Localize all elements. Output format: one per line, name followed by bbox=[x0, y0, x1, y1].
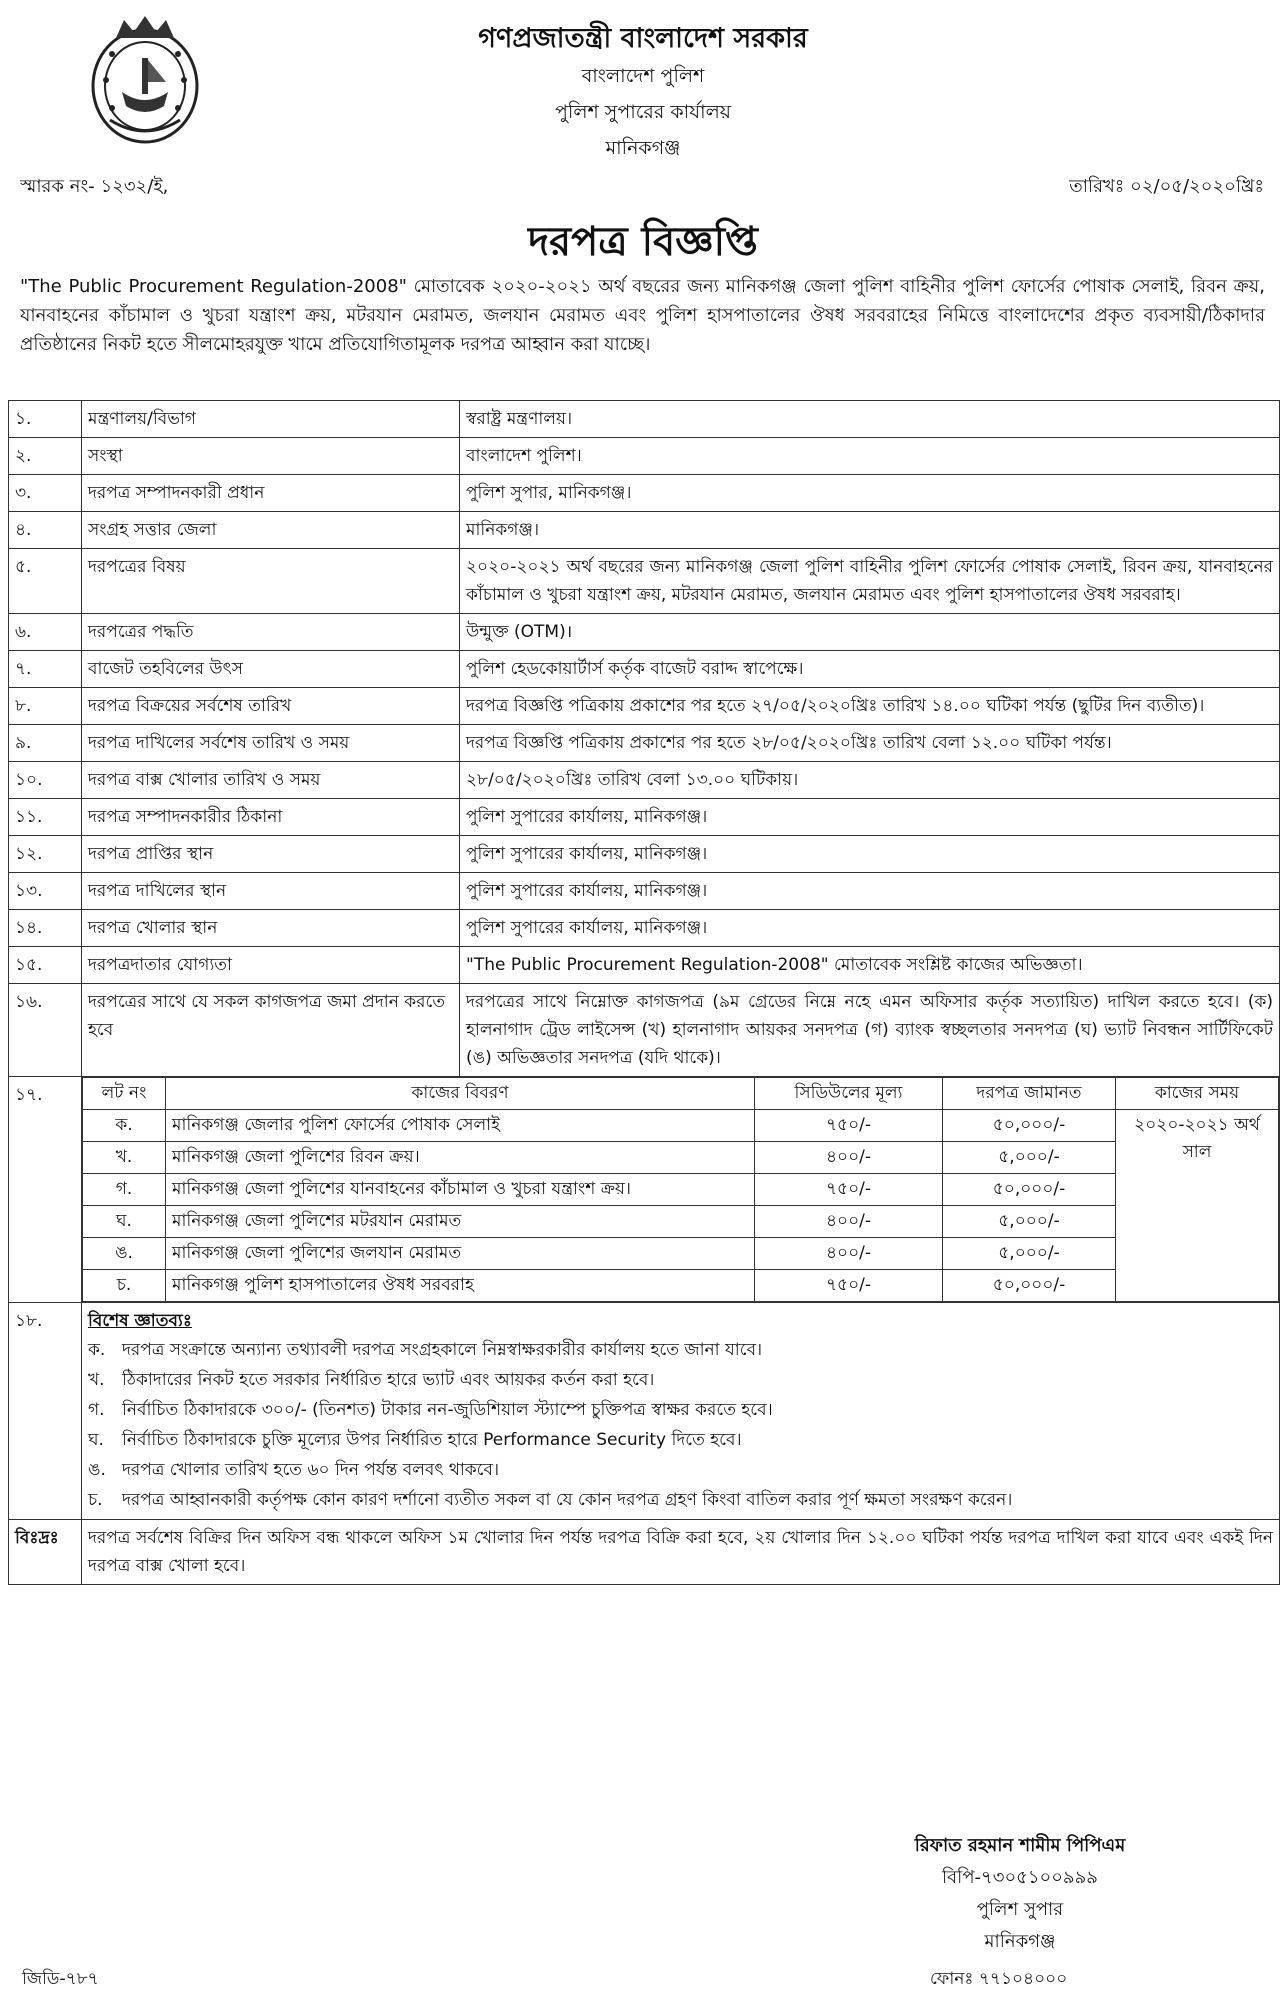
lot-security: ৫,০০০/- bbox=[943, 1238, 1116, 1270]
row-number: ৫. bbox=[9, 549, 82, 614]
row-label: সংগ্রহ সত্তার জেলা bbox=[82, 512, 460, 549]
row-label: দরপত্রের পদ্ধতি bbox=[82, 614, 460, 651]
lot-row bbox=[83, 1206, 1279, 1238]
lot-description: মানিকগঞ্জ পুলিশ হাসপাতালের ঔষধ সরবরাহ bbox=[166, 1270, 755, 1302]
row-number: ১৪. bbox=[9, 910, 82, 947]
gd-number: জিডি-৭৮৭ bbox=[22, 1969, 99, 1989]
row-value: পুলিশ হেডকোয়ার্টার্স কর্তৃক বাজেট বরাদ্দ স্বাপেক্ষে। bbox=[460, 651, 1280, 688]
note-mark: ঙ. bbox=[88, 1460, 106, 1480]
lot-number: ঘ. bbox=[83, 1206, 166, 1238]
phone-number: ফোনঃ ৭৭১০৪০০০ bbox=[930, 1969, 1068, 1989]
lot-schedule-price: ৪০০/- bbox=[755, 1206, 943, 1238]
table-row bbox=[9, 873, 1280, 910]
district-heading: মানিকগঞ্জ bbox=[605, 137, 681, 159]
row-value: দরপত্র বিজ্ঞপ্তি পত্রিকায় প্রকাশের পর হতে ২৭/০৫/২০২০খ্রিঃ তারিখ ১৪.০০ ঘটিকা পর্যন্ত (ছুটির দিন ব্যতীত)। bbox=[460, 688, 1280, 725]
row-value: ২৮/০৫/২০২০খ্রিঃ তারিখ বেলা ১৩.০০ ঘটিকায়। bbox=[460, 762, 1280, 799]
list-item bbox=[88, 1365, 1273, 1395]
table-row bbox=[9, 549, 1280, 614]
table-row bbox=[9, 475, 1280, 512]
lot-description: মানিকগঞ্জ জেলা পুলিশের জলযান মেরামত bbox=[166, 1238, 755, 1270]
table-row bbox=[9, 836, 1280, 873]
row-number: ৪. bbox=[9, 512, 82, 549]
lot-schedule-price: ৭৫০/- bbox=[755, 1270, 943, 1302]
list-item bbox=[88, 1455, 1273, 1485]
table-row bbox=[9, 688, 1280, 725]
note-mark: ক. bbox=[88, 1340, 106, 1360]
row-value: পুলিশ সুপার, মানিকগঞ্জ। bbox=[460, 475, 1280, 512]
work-period: ২০২০-২০২১ অর্থ সাল bbox=[1116, 1110, 1279, 1302]
footnote-text: দরপত্র সর্বশেষ বিক্রির দিন অফিস বন্ধ থাকলে অফিস ১ম খোলার দিন পর্যন্ত দরপত্র বিক্রি করা হবে, ২য় খোলার দিন ১২.০০ ঘটিকা পর্যন্ত দরপত্র দাখিল করা যাবে এবং একই দিন দরপত্র বাক্স খোলা হবে। bbox=[82, 1520, 1280, 1585]
row-number: ১৮. bbox=[9, 1303, 82, 1520]
row-number: ১০. bbox=[9, 762, 82, 799]
lot-security: ৫,০০০/- bbox=[943, 1142, 1116, 1174]
description-header: কাজের বিবরণ bbox=[166, 1078, 755, 1110]
lot-row bbox=[83, 1238, 1279, 1270]
row-number: ১৭. bbox=[9, 1077, 82, 1303]
note-text: দরপত্র আহ্বানকারী কর্তৃপক্ষ কোন কারণ দর্শানো ব্যতীত সকল বা যে কোন দরপত্র গ্রহণ কিংবা বাতিল করার পূর্ণ ক্ষমতা সংরক্ষণ করেন। bbox=[122, 1490, 1013, 1510]
special-notes bbox=[82, 1303, 1280, 1520]
row-label: দরপত্রের সাথে যে সকল কাগজপত্র জমা প্রদান করতে হবে bbox=[82, 984, 460, 1077]
note-text: নির্বাচিত ঠিকাদারকে ৩০০/- (তিনশত) টাকার নন-জুডিশিয়াল স্ট্যাম্পে চুক্তিপত্র স্বাক্ষর করতে হবে। bbox=[122, 1400, 773, 1420]
row-number: ৬. bbox=[9, 614, 82, 651]
memo-number: স্মারক নং- ১২৩২/ই, bbox=[20, 176, 169, 197]
signature-block bbox=[830, 1830, 1210, 1958]
table-row bbox=[9, 725, 1280, 762]
row-label: সংস্থা bbox=[82, 438, 460, 475]
row-number: ৯. bbox=[9, 725, 82, 762]
signatory-district: মানিকগঞ্জ bbox=[984, 1931, 1056, 1952]
row-number: ৭. bbox=[9, 651, 82, 688]
lot-number: ক. bbox=[83, 1110, 166, 1142]
row-value: ২০২০-২০২১ অর্থ বছরের জন্য মানিকগঞ্জ জেলা পুলিশ বাহিনীর পুলিশ ফোর্সের পোষাক সেলাই, রিবন ক্রয়, যানবাহনের কাঁচামাল ও খুচরা যন্ত্রাংশ ক্রয়, মটরযান মেরামত, জলযান মেরামত এবং পুলিশ হাসপাতালের ঔষধ সরবরাহ। bbox=[460, 549, 1280, 614]
row-number: ৮. bbox=[9, 688, 82, 725]
list-item bbox=[88, 1485, 1273, 1515]
note-text: দরপত্র সংক্রান্তে অন্যান্য তথ্যাবলী দরপত্র সংগ্রহকালে নিম্নস্বাক্ষরকারীর কার্যালয় হতে জানা যাবে। bbox=[122, 1340, 763, 1360]
list-item bbox=[88, 1335, 1273, 1365]
row-label: দরপত্র সম্পাদনকারী প্রধান bbox=[82, 475, 460, 512]
table-row bbox=[9, 799, 1280, 836]
table-row bbox=[9, 1077, 1280, 1303]
lot-row bbox=[83, 1142, 1279, 1174]
note-mark: চ. bbox=[88, 1490, 103, 1510]
row-label: দরপত্রের বিষয় bbox=[82, 549, 460, 614]
row-label: দরপত্র দাখিলের স্থান bbox=[82, 873, 460, 910]
note-text: ঠিকাদারের নিকট হতে সরকার নির্ধারিত হারে ভ্যাট এবং আয়কর কর্তন করা হবে। bbox=[122, 1370, 655, 1390]
lot-header: লট নং bbox=[83, 1078, 166, 1110]
office-heading: পুলিশ সুপারের কার্যালয় bbox=[555, 101, 731, 123]
lot-schedule-price: ৭৫০/- bbox=[755, 1110, 943, 1142]
tender-details-table bbox=[8, 400, 1280, 1585]
lot-description: মানিকগঞ্জ জেলা পুলিশের মটরযান মেরামত bbox=[166, 1206, 755, 1238]
government-heading: গণপ্রজাতন্ত্রী বাংলাদেশ সরকার bbox=[478, 23, 808, 54]
row-label: মন্ত্রণালয়/বিভাগ bbox=[82, 401, 460, 438]
row-label: দরপত্র খোলার স্থান bbox=[82, 910, 460, 947]
row-number: ১১. bbox=[9, 799, 82, 836]
table-row bbox=[9, 947, 1280, 984]
lot-security: ৫০,০০০/- bbox=[943, 1174, 1116, 1206]
list-item bbox=[88, 1395, 1273, 1425]
lot-schedule-price: ৪০০/- bbox=[755, 1142, 943, 1174]
note-text: দরপত্র খোলার তারিখ হতে ৬০ দিন পর্যন্ত বলবৎ থাকবে। bbox=[122, 1460, 500, 1480]
lot-security: ৫০,০০০/- bbox=[943, 1270, 1116, 1302]
row-value: পুলিশ সুপারের কার্যালয়, মানিকগঞ্জ। bbox=[460, 873, 1280, 910]
lot-number: চ. bbox=[83, 1270, 166, 1302]
row-label: দরপত্র দাখিলের সর্বশেষ তারিখ ও সময় bbox=[82, 725, 460, 762]
row-number: ১৬. bbox=[9, 984, 82, 1077]
table-row bbox=[9, 984, 1280, 1077]
lot-number: গ. bbox=[83, 1174, 166, 1206]
list-item bbox=[88, 1425, 1273, 1455]
table-row bbox=[9, 910, 1280, 947]
row-label: বাজেট তহবিলের উৎস bbox=[82, 651, 460, 688]
row-value: "The Public Procurement Regulation-2008" মোতাবেক সংশ্লিষ্ট কাজের অভিজ্ঞতা। bbox=[460, 947, 1280, 984]
lot-description: মানিকগঞ্জ জেলা পুলিশের রিবন ক্রয়। bbox=[166, 1142, 755, 1174]
row-number: ৩. bbox=[9, 475, 82, 512]
signatory-designation: পুলিশ সুপার bbox=[976, 1899, 1064, 1920]
signatory-name: রিফাত রহমান শামীম পিপিএম bbox=[914, 1835, 1126, 1856]
table-row bbox=[9, 651, 1280, 688]
row-value: উন্মুক্ত (OTM)। bbox=[460, 614, 1280, 651]
signatory-bp: বিপি-৭৩০৫১০০৯৯৯ bbox=[942, 1867, 1098, 1888]
notes-heading: বিশেষ জ্ঞাতব্যঃ bbox=[88, 1311, 192, 1331]
row-value: পুলিশ সুপারের কার্যালয়, মানিকগঞ্জ। bbox=[460, 910, 1280, 947]
row-label: দরপত্র সম্পাদনকারীর ঠিকানা bbox=[82, 799, 460, 836]
row-value: পুলিশ সুপারের কার্যালয়, মানিকগঞ্জ। bbox=[460, 799, 1280, 836]
lot-description: মানিকগঞ্জ জেলা পুলিশের যানবাহনের কাঁচামাল ও খুচরা যন্ত্রাংশ ক্রয়। bbox=[166, 1174, 755, 1206]
table-row bbox=[9, 614, 1280, 651]
notice-date: তারিখঃ ০২/০৫/২০২০খ্রিঃ bbox=[1069, 176, 1264, 197]
lot-row bbox=[83, 1270, 1279, 1302]
row-label: দরপত্রদাতার যোগ্যতা bbox=[82, 947, 460, 984]
row-number: ১২. bbox=[9, 836, 82, 873]
table-row bbox=[9, 1520, 1280, 1585]
table-row bbox=[9, 1303, 1280, 1520]
row-value: বাংলাদেশ পুলিশ। bbox=[460, 438, 1280, 475]
footnote-label: বিঃদ্রঃ bbox=[9, 1520, 82, 1585]
table-row bbox=[9, 401, 1280, 438]
org-heading: বাংলাদেশ পুলিশ bbox=[581, 65, 705, 87]
lot-security: ৫০,০০০/- bbox=[943, 1110, 1116, 1142]
table-row bbox=[9, 512, 1280, 549]
lot-schedule-price: ৭৫০/- bbox=[755, 1174, 943, 1206]
lot-row bbox=[83, 1110, 1279, 1142]
lot-security: ৫,০০০/- bbox=[943, 1206, 1116, 1238]
lot-schedule-price: ৪০০/- bbox=[755, 1238, 943, 1270]
schedule-price-header: সিডিউলের মূল্য bbox=[755, 1078, 943, 1110]
note-mark: গ. bbox=[88, 1400, 105, 1420]
row-label: দরপত্র প্রাপ্তির স্থান bbox=[82, 836, 460, 873]
row-label: দরপত্র বাক্স খোলার তারিখ ও সময় bbox=[82, 762, 460, 799]
lot-number: ঙ. bbox=[83, 1238, 166, 1270]
table-row bbox=[9, 762, 1280, 799]
row-number: ১. bbox=[9, 401, 82, 438]
lots-table bbox=[82, 1077, 1279, 1302]
row-value: দরপত্রের সাথে নিম্নোক্ত কাগজপত্র (৯ম গ্রেডের নিম্নে নহে এমন অফিসার কর্তৃক সত্যায়িত) দাখিল করতে হবে। (ক) হালনাগাদ ট্রেড লাইসেন্স (খ) হালনাগাদ আয়কর সনদপত্র (গ) ব্যাংক স্বচ্ছলতার সনদপত্র (ঘ) ভ্যাট নিবন্ধন সার্টিফিকেট (ঙ) অভিজ্ঞতার সনদপত্র (যদি থাকে)। bbox=[460, 984, 1280, 1077]
row-label: দরপত্র বিক্রয়ের সর্বশেষ তারিখ bbox=[82, 688, 460, 725]
work-period-header: কাজের সময় bbox=[1116, 1078, 1279, 1110]
note-text: নির্বাচিত ঠিকাদারকে চুক্তি মূল্যের উপর নির্ধারিত হারে Performance Security দিতে হবে। bbox=[122, 1430, 742, 1450]
note-mark: খ. bbox=[88, 1370, 105, 1390]
row-number: ২. bbox=[9, 438, 82, 475]
lot-row bbox=[83, 1174, 1279, 1206]
row-value: দরপত্র বিজ্ঞপ্তি পত্রিকায় প্রকাশের পর হতে ২৮/০৫/২০২০খ্রিঃ তারিখ বেলা ১২.০০ ঘটিকা পর্যন্ত। bbox=[460, 725, 1280, 762]
row-value: মানিকগঞ্জ। bbox=[460, 512, 1280, 549]
lot-number: খ. bbox=[83, 1142, 166, 1174]
row-number: ১৫. bbox=[9, 947, 82, 984]
row-value: স্বরাষ্ট্র মন্ত্রণালয়। bbox=[460, 401, 1280, 438]
intro-paragraph: "The Public Procurement Regulation-2008" মোতাবেক ২০২০-২০২১ অর্থ বছরের জন্য মানিকগঞ্জ জেলা পুলিশ বাহিনীর পুলিশ ফোর্সের পোষাক সেলাই, রিবন ক্রয়, যানবাহনের কাঁচামাল ও খুচরা যন্ত্রাংশ ক্রয়, মটরযান মেরামত, জলযান মেরামত এবং পুলিশ হাসপাতালের ঔষধ সরবরাহের নিমিত্তে বাংলাদেশের প্রকৃত ব্যবসায়ী/ঠিকাদার প্রতিষ্ঠানের নিকট হতে সীলমোহরযুক্ত খামে প্রতিযোগিতামূলক দরপত্র আহ্বান করা যাচ্ছে। bbox=[20, 276, 1265, 355]
security-header: দরপত্র জামানত bbox=[943, 1078, 1116, 1110]
row-number: ১৩. bbox=[9, 873, 82, 910]
row-value: পুলিশ সুপারের কার্যালয়, মানিকগঞ্জ। bbox=[460, 836, 1280, 873]
page-title: দরপত্র বিজ্ঞপ্তি bbox=[528, 219, 758, 265]
note-mark: ঘ. bbox=[88, 1430, 104, 1450]
lot-description: মানিকগঞ্জ জেলার পুলিশ ফোর্সের পোষাক সেলাই bbox=[166, 1110, 755, 1142]
table-row bbox=[9, 438, 1280, 475]
